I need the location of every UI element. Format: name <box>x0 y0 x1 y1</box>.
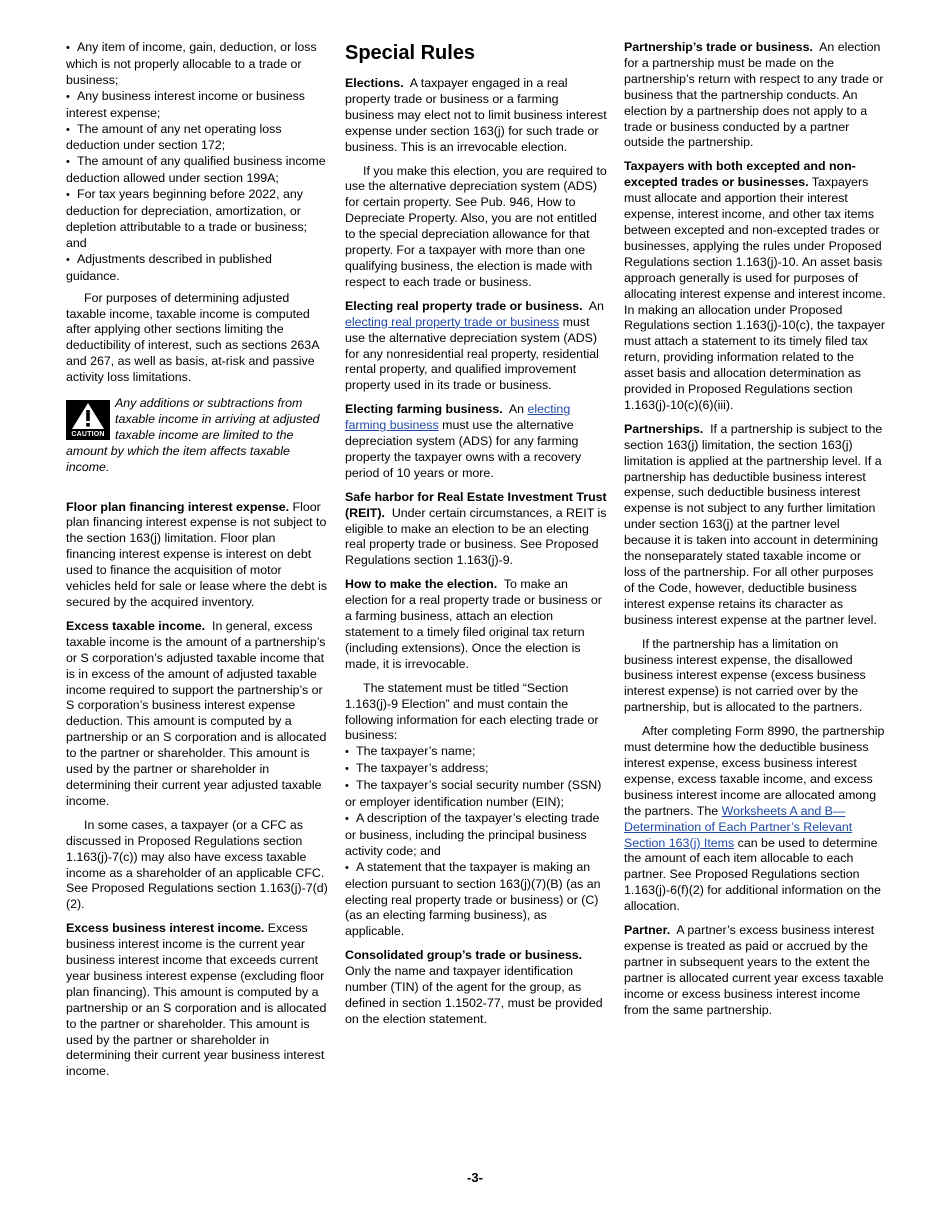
how-to-heading: How to make the election. <box>345 577 498 592</box>
adjusted-paragraph: For purposes of determining adjusted taxable income, taxable income is computed after applying other sections limiting the deductibility of interest, such as sections 263A and 267, as well as basis, at-risk and passive activity loss limitations. <box>66 290 319 385</box>
elections-section <box>345 76 607 156</box>
caution-icon <box>66 400 110 440</box>
partnership-trade-heading: Partnership’s trade or business. <box>624 40 813 54</box>
reit-text: Under certain circumstances, a REIT is eligible to make an election to be an electing real property trade or business. See Proposed Regulations section 1.163(j)-9. <box>345 505 607 568</box>
partnership-trade-section <box>624 40 886 151</box>
how-to-section <box>345 577 607 672</box>
after-form-paragraph <box>624 724 886 915</box>
partnership-trade-text: An election for a partnership must be made on the partnership’s return with respect to any trade or business that the partnership conducts. An election by a partnership does not apply to a trade or business conducted by a partner outside the partnership. <box>624 40 884 150</box>
column-2 <box>345 40 607 1036</box>
floor-plan-heading: Floor plan financing interest expense. <box>66 499 290 514</box>
both-trades-section <box>624 159 886 414</box>
bullet-item: • A statement that the taxpayer is making an election pursuant to section 163(j)(7)(B) (as an electing real property trade or business) or (C) (as an electing farming business), as applicable. <box>345 860 607 941</box>
bullet-item: • Any item of income, gain, deduction, or loss which is not properly allocable to a trade or business; <box>66 40 328 89</box>
page-number: -3- <box>467 1170 483 1185</box>
excess-bii-heading: Excess business interest income. <box>66 921 265 936</box>
how-to-text: To make an election for a real property trade or business or a farming business, attach an election statement to a timely filed original tax return (including extensions). Once the election is made, it is irrevocable. <box>345 577 602 671</box>
partnerships-heading: Partnerships. <box>624 421 704 436</box>
limitation-paragraph: If the partnership has a limitation on business interest expense, the disallowed business interest expense (excess business interest expense) is not carried over by the partnership, but is allocated to the partners. <box>624 636 866 715</box>
consolidated-text: Only the name and taxpayer identification number (TIN) of the agent for the group, as defined in section 1.1502-77, must be provided on the election statement. <box>345 964 603 1026</box>
bullet-item: • Any business interest income or business interest expense; <box>66 89 328 122</box>
real-property-text: must use the alternative depreciation system (ADS) for any nonresidential real property, residential rental property, and qualified improvement property used in its trade or business. <box>345 314 599 393</box>
consolidated-heading: Consolidated group’s trade or business. <box>345 948 583 963</box>
elections-text: A taxpayer engaged in a real property trade or business or a farming business may elect not to limit business interest expense under section 163(j) for such trade or business. This is an irrevocable election. <box>345 76 607 154</box>
real-property-lead: An <box>588 298 604 313</box>
farming-heading: Electing farming business. <box>345 402 503 417</box>
partner-text: A partner’s excess business interest expense is treated as paid or accrued by the partner in subsequent years to the extent the partner is allocated current year excess taxable income or excess business interest income from the same partnership. <box>624 923 884 1017</box>
farming-section <box>345 402 607 482</box>
column-1 <box>66 40 328 1088</box>
both-trades-heading: Taxpayers with both excepted and non-excepted trades or businesses. <box>624 159 856 190</box>
caution-label: CAUTION <box>71 431 105 439</box>
bullet-item: • The amount of any net operating loss deduction under section 172; <box>66 122 328 155</box>
electing-real-property-link[interactable]: electing real property trade or business <box>345 314 560 329</box>
excess-bii-text: Excess business interest income is the current year business interest income that exceeds current year business interest expense (excluding floor plan financing). This amount is computed by a partnership or an S corporation and is allocated to the partner or shareholder. This amount is used by the partner or shareholder in determining their current year business interest income. <box>66 921 327 1079</box>
bullet-item: • Adjustments described in published guidance. <box>66 252 328 285</box>
caution-text: Any additions or subtractions from taxable income in arriving at adjusted taxable income are limited to the amount by which the item affects taxable income. <box>66 396 320 474</box>
elections-heading: Elections. <box>345 76 404 90</box>
column-3 <box>624 40 886 1026</box>
floor-plan-section <box>66 500 328 611</box>
bullet-item: • For tax years beginning before 2022, any deduction for depreciation, amortization, or depletion attributable to a trade or business; and <box>66 187 328 252</box>
reit-section <box>345 490 607 570</box>
bullet-item: • A description of the taxpayer’s electing trade or business, including the principal business activity code; and <box>345 811 607 860</box>
after-form-tail: can be used to determine the amount of each item allocable to each partner. See Proposed Regulations section 1.163(j)-6(f)(2) for additional information on the allocation. <box>624 835 881 914</box>
worksheets-link[interactable]: Worksheets A and B—Determination of Each Partner’s Relevant Section 163(j) Items <box>624 803 853 850</box>
partner-heading: Partner. <box>624 923 671 938</box>
partnerships-text: If a partnership is subject to the section 163(j) limitation, the section 163(j) limitation is applied at the partnership level. If a partnership has deductible business interest expense, such deductible business interest expense is not subject to any further limitation under section 163(j) at the partner level because it is taken into account in determining the nonseparately stated taxable income or loss of the partnership. For all other purposes of the Code, however, deductible business interest expense retains its character as business interest expense at the partner level. <box>624 421 883 627</box>
statement-paragraph: The statement must be titled “Section 1.163(j)-9 Election” and must contain the following information for each electing trade or business: <box>345 680 599 743</box>
farming-text: must use the alternative depreciation system (ADS) for any farming property the taxpayer owns with a recovery period of 10 years or more. <box>345 418 582 480</box>
bullet-item: • The taxpayer’s name; <box>345 744 607 761</box>
excess-bii-section <box>66 921 328 1080</box>
excess-taxable-section <box>66 619 328 810</box>
section-title: Special Rules <box>345 42 476 64</box>
reit-heading: Safe harbor for Real Estate Investment Trust (REIT). <box>345 489 607 520</box>
excess-taxable-heading: Excess taxable income. <box>66 618 206 633</box>
electing-farming-business-link[interactable]: electing farming business <box>345 402 571 433</box>
bullet-item: • The taxpayer’s address; <box>345 761 607 778</box>
real-property-section <box>345 299 607 394</box>
bullet-item: • The amount of any qualified business income deduction allowed under section 199A; <box>66 154 328 187</box>
floor-plan-text: Floor plan financing interest expense is not subject to the section 163(j) limitation. Floor plan financing interest expense is interest on debt used to finance the acquisition of motor vehicles held for sale or lease where the debt is secured by the acquired inventory. <box>66 499 328 609</box>
both-trades-text: Taxpayers must allocate and apportion their interest expense, interest income, and other tax items between excepted and non-excepted trades or businesses, applying the rules under Proposed Regulations section 1.163(j)-10. An asset basis approach generally is used for purposes of allocating interest expense and interest income. In making an allocation under Proposed Regulations section 1.163(j)-10(c), the taxpayer must attach a statement to its timely filed tax return, providing information related to the asset basis and allocation determination as provided in Proposed Regulations section 1.163(j)-10(c)(6)(iii). <box>624 175 886 412</box>
some-cases-paragraph: In some cases, a taxpayer (or a CFC as discussed in Proposed Regulations section 1.163(j)-7(c)) may also have excess taxable income as a shareholder of an applicable CFC. See Proposed Regulations section 1.163(j)-7(d)(2). <box>66 817 328 912</box>
partnerships-section <box>624 422 886 629</box>
real-property-heading: Electing real property trade or business. <box>345 298 583 313</box>
after-form-text: After completing Form 8990, the partnership must determine how the deductible business interest expense, excess business interest expense, excess taxable income, and excess business interest income are allocated among the partners. The <box>624 724 885 818</box>
ads-paragraph: If you make this election, you are required to use the alternative depreciation system (ADS) for certain property. See Pub. 946, How to Depreciate Property. Also, you are not entitled to the special depreciation allowance for that property. For a taxpayer with more than one qualifying business, the election is made with respect to each trade or business. <box>345 163 607 289</box>
excess-taxable-text: In general, excess taxable income is the amount of a partnership’s or S corporation’s adjusted taxable income that is in excess of the amount of adjusted taxable income required to support the partnership’s or S corporation’s business interest expense deduction. This amount is computed by a partnership or an S corporation and is allocated to the partner or shareholder. This amount is used by the partner or shareholder in determining their current year adjusted taxable income. <box>66 618 327 808</box>
farming-lead: An <box>508 402 525 417</box>
caution-note <box>66 396 328 476</box>
bullet-item: • The taxpayer’s social security number (SSN) or employer identification number (EIN); <box>345 778 607 811</box>
consolidated-section <box>345 948 607 1028</box>
partner-section <box>624 923 886 1018</box>
